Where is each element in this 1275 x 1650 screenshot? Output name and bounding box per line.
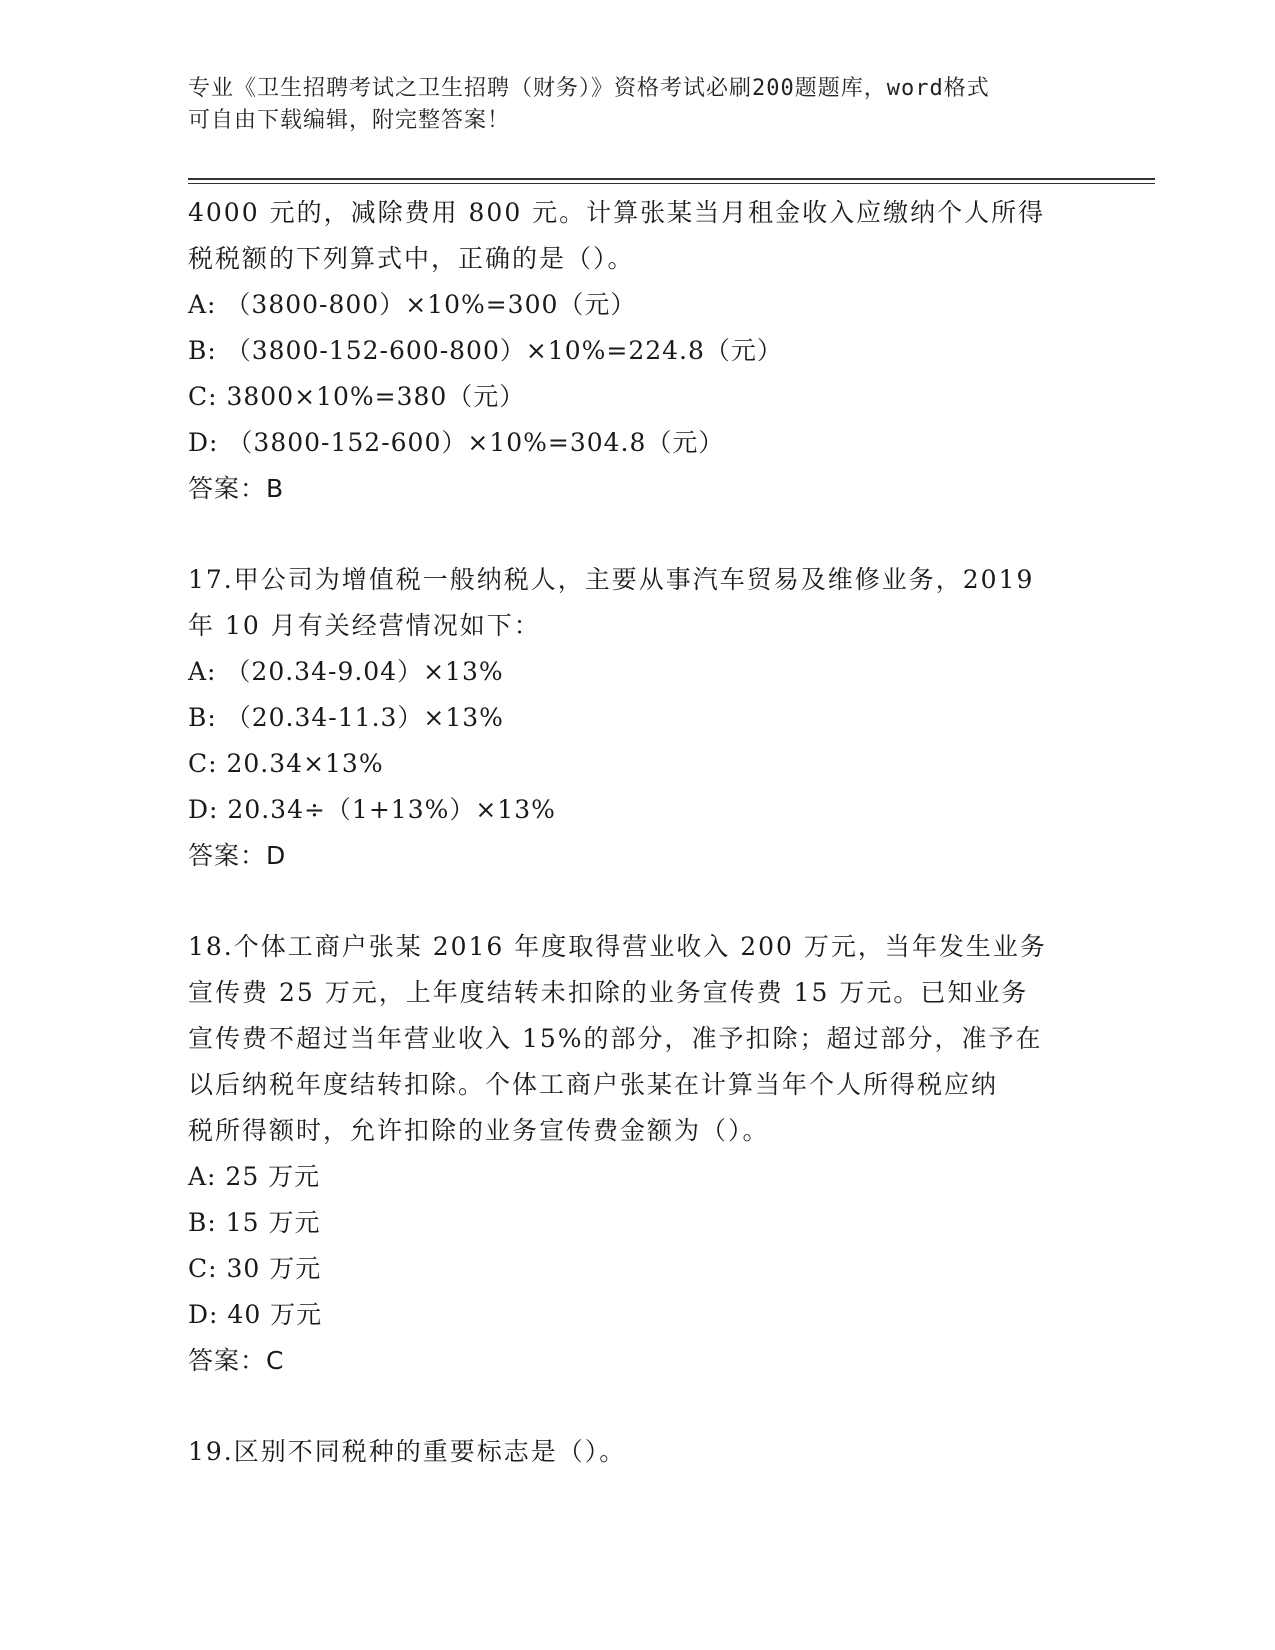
- answer-label: 答案：C: [188, 1346, 285, 1375]
- option-d: D: 20.34÷（1+13%）×13%: [188, 795, 556, 824]
- option-c: C: 30 万元: [188, 1254, 322, 1283]
- question-19: [188, 1429, 1088, 1475]
- option-a: A: （20.34-9.04）×13%: [188, 657, 504, 686]
- question-spacer: [188, 879, 1088, 924]
- option-a: A: （3800-800）×10%=300（元）: [188, 290, 637, 319]
- header-divider-top: [188, 178, 1155, 180]
- header-line-2: 可自由下载编辑，附完整答案！: [188, 108, 511, 133]
- question-18: [188, 924, 1088, 1384]
- option-a: A: 25 万元: [188, 1162, 321, 1191]
- question-17: [188, 557, 1088, 879]
- question-text-line: 年 10 月有关经营情况如下：: [188, 611, 541, 640]
- question-text-line: 税所得额时，允许扣除的业务宣传费金额为（）。: [188, 1116, 770, 1145]
- question-content: [188, 190, 1088, 1475]
- option-b: B: （20.34-11.3）×13%: [188, 703, 504, 732]
- option-c: C: 20.34×13%: [188, 749, 384, 778]
- question-text-line: 宣传费 25 万元，上年度结转未扣除的业务宣传费 15 万元。已知业务: [188, 978, 1029, 1007]
- question-text-line: 19.区别不同税种的重要标志是（）。: [188, 1437, 627, 1466]
- option-b: B: （3800-152-600-800）×10%=224.8（元）: [188, 336, 783, 365]
- document-header: [188, 73, 1088, 137]
- option-b: B: 15 万元: [188, 1208, 321, 1237]
- question-spacer: [188, 1384, 1088, 1429]
- answer-label: 答案：D: [188, 841, 287, 870]
- question-text-line: 4000 元的，减除费用 800 元。计算张某当月租金收入应缴纳个人所得: [188, 198, 1046, 227]
- question-16-continued: [188, 190, 1088, 512]
- answer-label: 答案：B: [188, 474, 285, 503]
- question-text-line: 18.个体工商户张某 2016 年度取得营业收入 200 万元，当年发生业务: [188, 932, 1047, 961]
- question-spacer: [188, 512, 1088, 557]
- option-c: C: 3800×10%=380（元）: [188, 382, 526, 411]
- option-d: D: （3800-152-600）×10%=304.8（元）: [188, 428, 725, 457]
- option-d: D: 40 万元: [188, 1300, 323, 1329]
- header-divider-bottom: [188, 183, 1155, 184]
- question-text-line: 以后纳税年度结转扣除。个体工商户张某在计算当年个人所得税应纳: [188, 1070, 999, 1099]
- question-text-line: 17.甲公司为增值税一般纳税人，主要从事汽车贸易及维修业务，2019: [188, 565, 1035, 594]
- question-text-line: 税税额的下列算式中，正确的是（）。: [188, 244, 635, 273]
- header-line-1: 专业《卫生招聘考试之卫生招聘（财务）》资格考试必刷200题题库，word格式: [188, 76, 990, 101]
- question-text-line: 宣传费不超过当年营业收入 15%的部分，准予扣除；超过部分，准予在: [188, 1024, 1043, 1053]
